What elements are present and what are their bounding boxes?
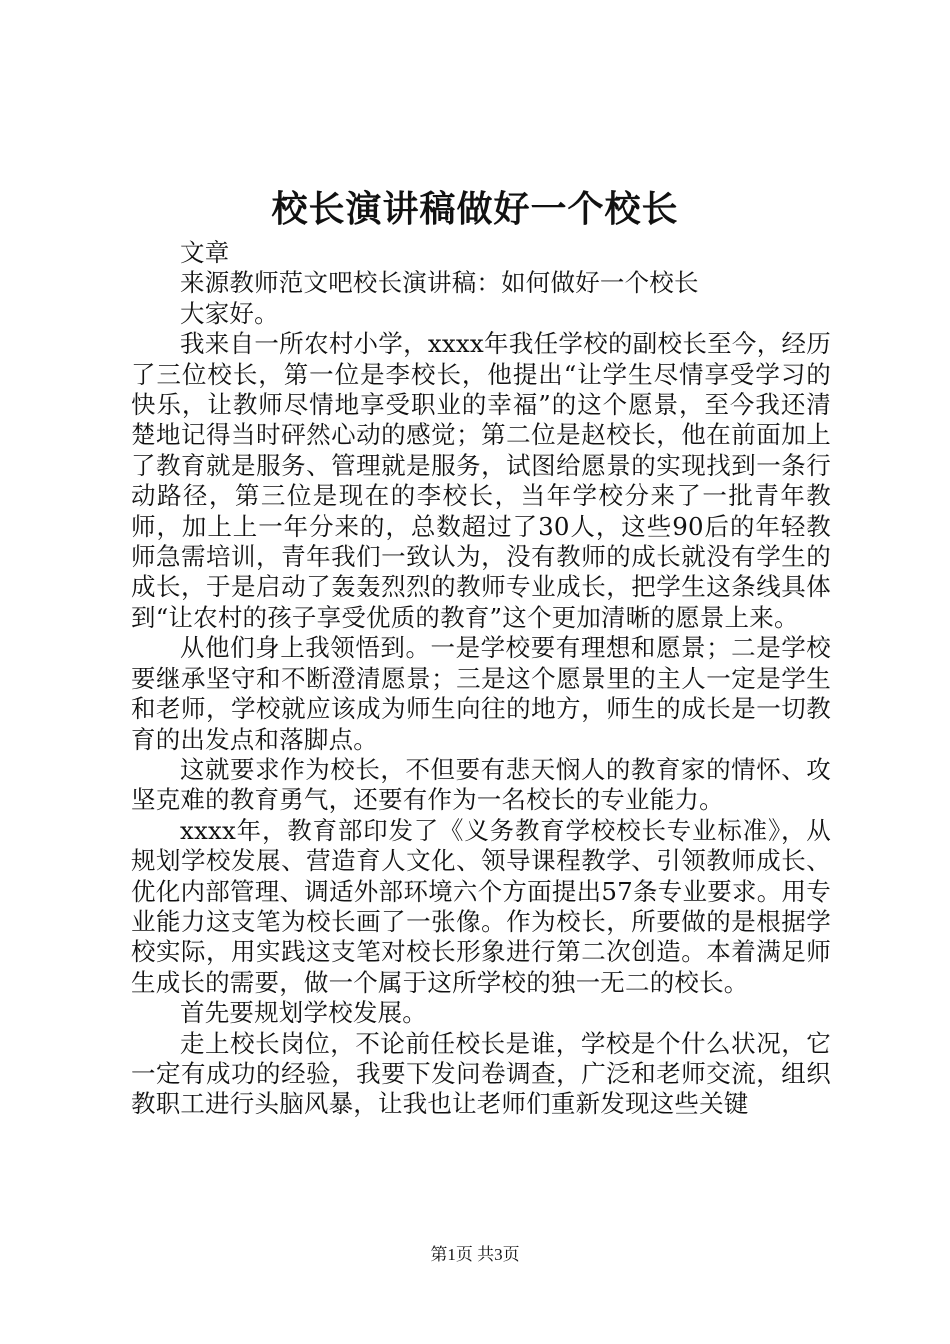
paragraph: xxxx年，教育部印发了《义务教育学校校长专业标准》，从规划学校发展、营造育人文化、领导课程教学、引领教师成长、优化内部管理、调适外部环境六个方面提出57条专业要求。用专业能力这支笔为校长画了一张像。作为校长，所要做的是根据学校实际，用实践这支笔对校长形象进行第二次创造。本着满足师生成长的需要，做一个属于这所学校的独一无二的校长。 [131, 815, 831, 997]
paragraph: 大家好。 [180, 298, 279, 328]
paragraph: 我来自一所农村小学，xxxx年我任学校的副校长至今，经历了三位校长，第一位是李校长，他提出“让学生尽情享受学习的快乐，让教师尽情地享受职业的幸福”的这个愿景，至今我还清楚地记得当时砰然心动的感觉；第二位是赵校长，他在前面加上了教育就是服务、管理就是服务，试图给愿景的实现找到一条行动路径，第三位是现在的李校长，当年学校分来了一批青年教师，加上上一年分来的，总数超过了30人，这些90后的年轻教师急需培训，青年我们一致认为，没有教师的成长就没有学生的成长，于是启动了轰轰烈烈的教师专业成长，把学生这条线具体到“让农村的孩子享受优质的教育”这个更加清晰的愿景上来。 [131, 329, 831, 632]
paragraph: 来源教师范文吧校长演讲稿：如何做好一个校长 [180, 268, 699, 298]
document-title: 校长演讲稿做好一个校长 [271, 188, 679, 230]
paragraph: 走上校长岗位，不论前任校长是谁，学校是个什么状况，它一定有成功的经验，我要下发问卷调查，广泛和老师交流，组织教职工进行头脑风暴，让我也让老师们重新发现这些关键 [131, 1028, 831, 1119]
paragraph: 从他们身上我领悟到。一是学校要有理想和愿景；二是学校要继承坚守和不断澄清愿景；三是这个愿景里的主人一定是学生和老师，学校就应该成为师生向往的地方，师生的成长是一切教育的出发点和落脚点。 [131, 633, 831, 754]
paragraph: 文章 [180, 238, 230, 267]
page-footer: 第1页 共3页 [430, 1245, 520, 1264]
document-body [131, 238, 831, 1120]
paragraph: 这就要求作为校长，不但要有悲天悯人的教育家的情怀、攻坚克难的教育勇气，还要有作为一名校长的专业能力。 [131, 754, 831, 815]
paragraph: 首先要规划学校发展。 [180, 998, 427, 1028]
